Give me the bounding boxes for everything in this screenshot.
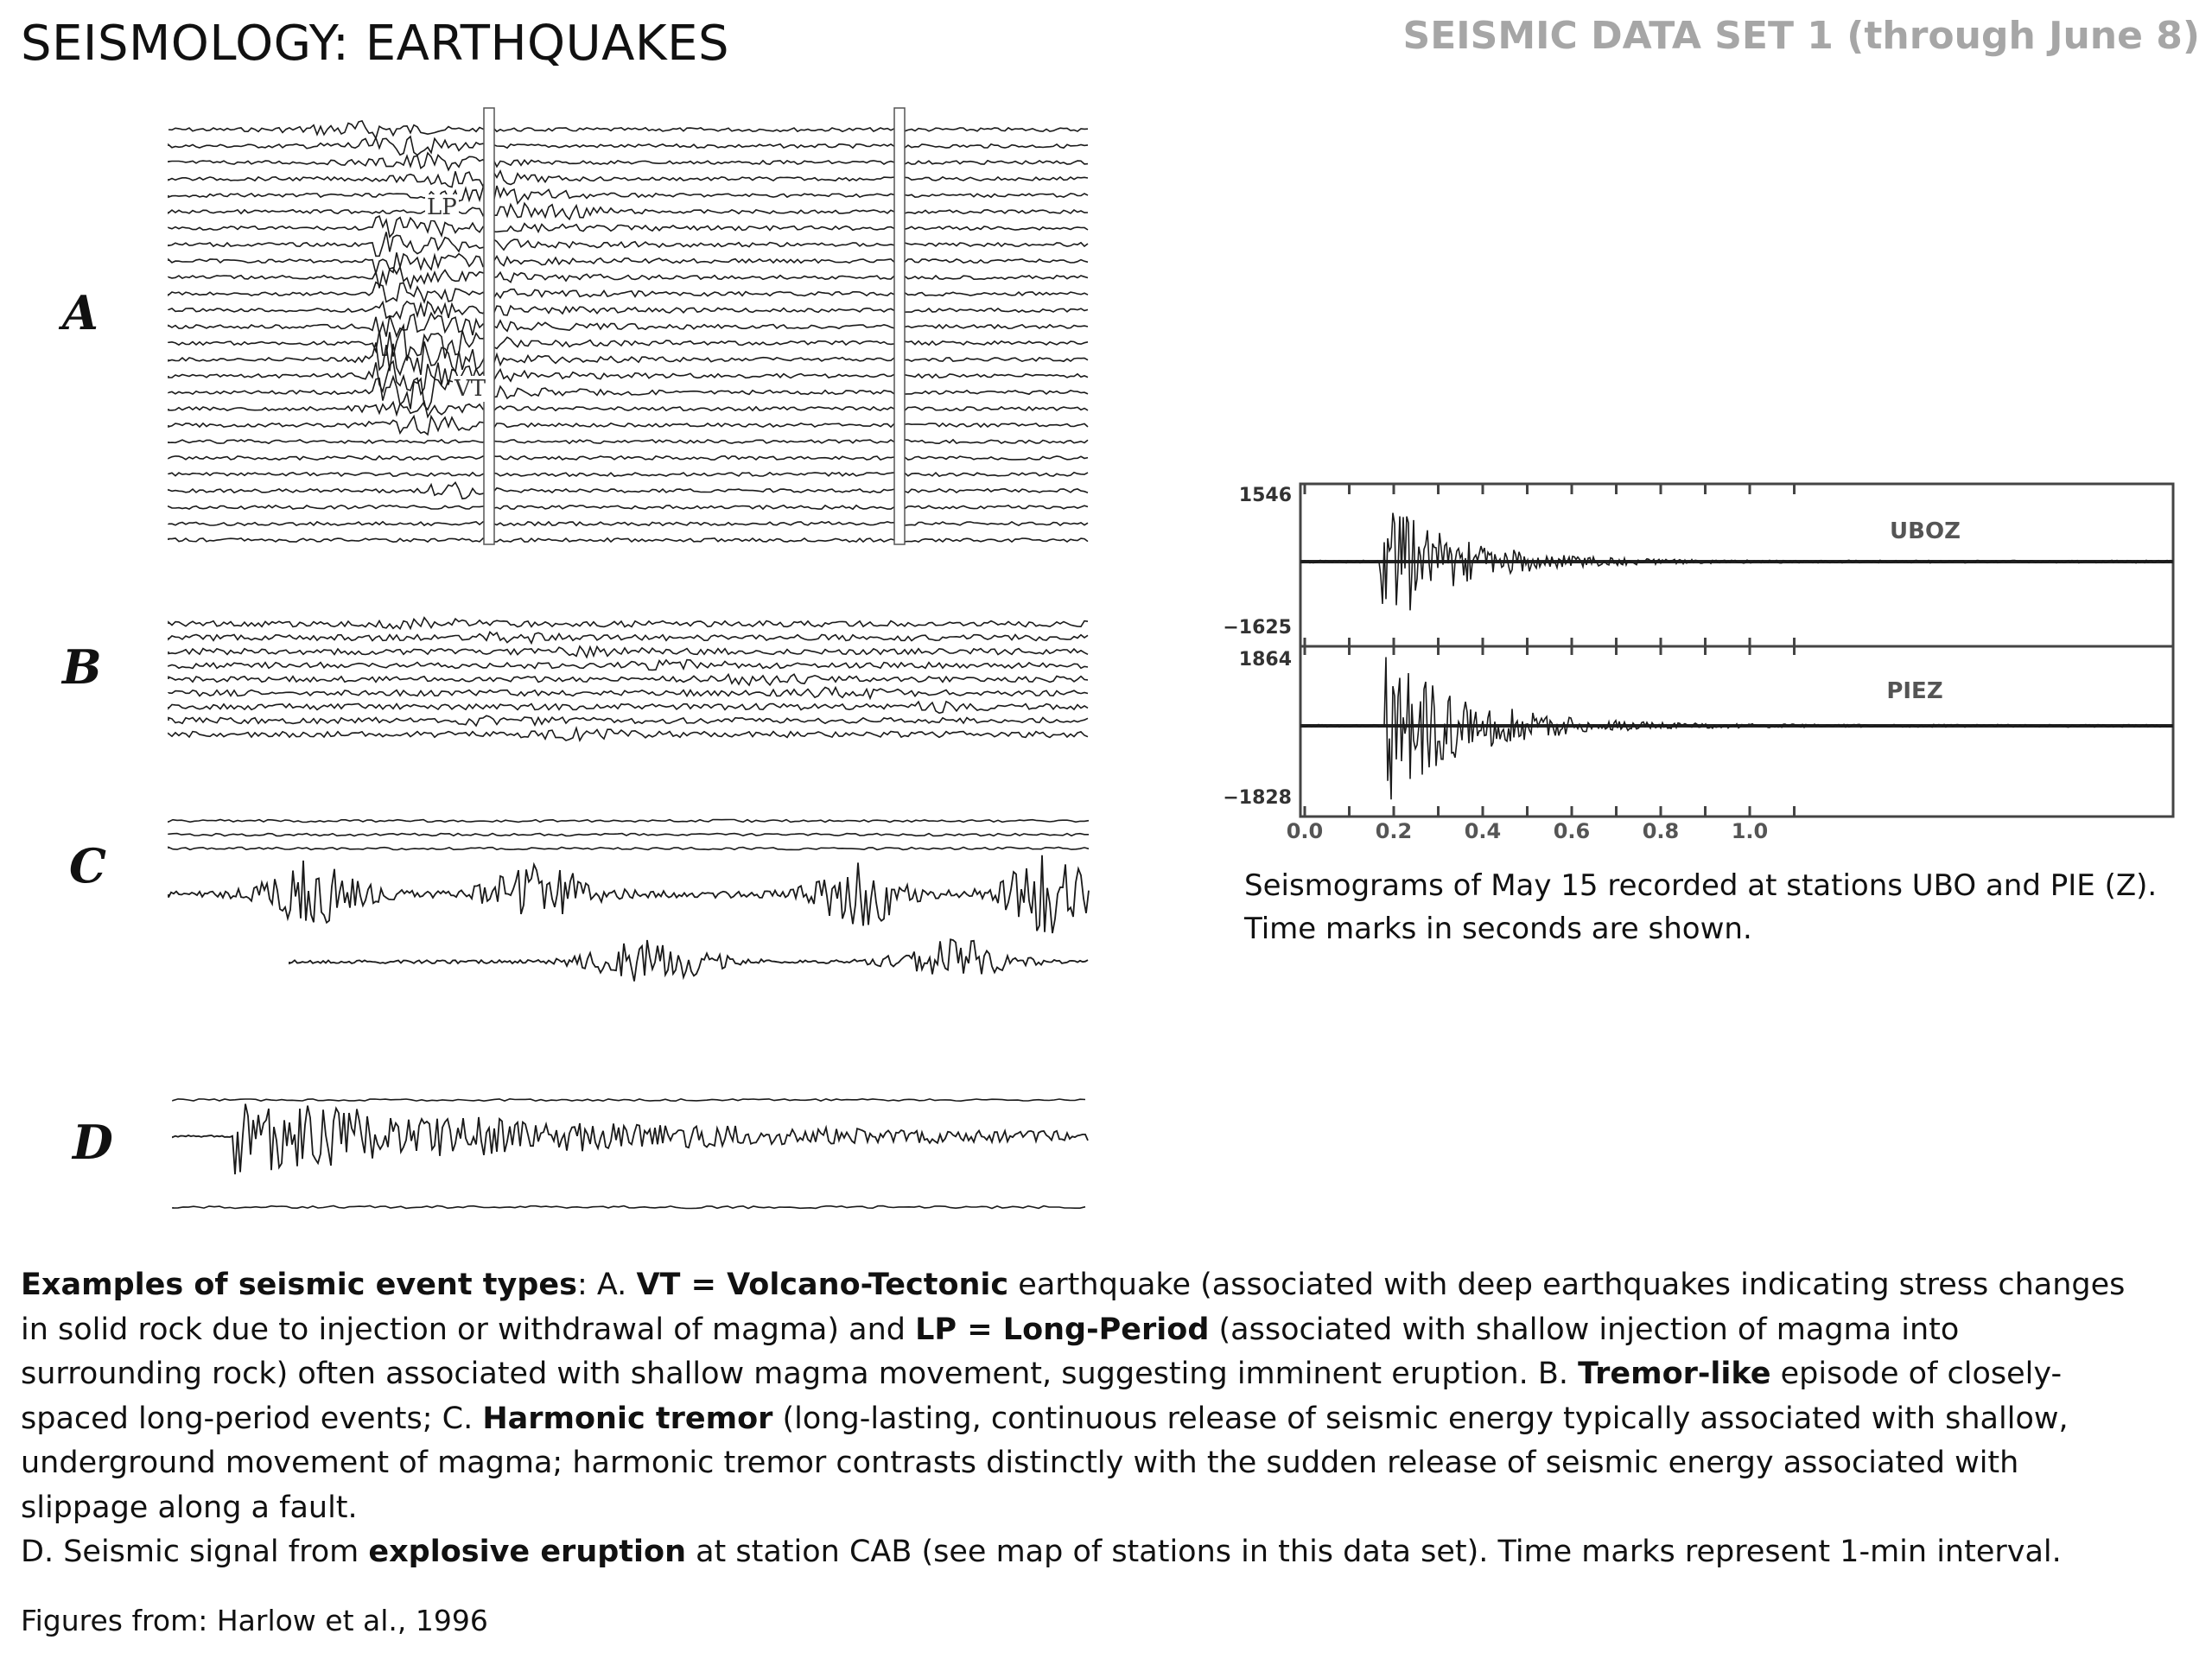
panel-c-trace xyxy=(289,939,1088,981)
station-uboz-label: UBOZ xyxy=(1890,518,1961,544)
panel-a-trace xyxy=(168,137,1088,156)
panel-b-trace xyxy=(168,632,1088,643)
x-tick-label: 0.6 xyxy=(1553,819,1591,843)
panel-a-trace xyxy=(168,302,1088,319)
uboz-ymax: 1546 xyxy=(1238,485,1292,506)
piez-ymax: 1864 xyxy=(1238,649,1292,671)
figure-caption xyxy=(21,1263,2129,1575)
panel-c-label: C xyxy=(69,838,106,893)
panel-a-trace xyxy=(168,522,1088,525)
panel-c-trace xyxy=(168,848,1089,850)
x-tick-label: 0.2 xyxy=(1375,819,1413,843)
panel-a-trace xyxy=(168,440,1088,443)
panel-b-seismogram xyxy=(168,615,1093,745)
panel-b-trace xyxy=(168,646,1088,658)
panel-c-trace xyxy=(168,834,1089,836)
piez-ymin: −1828 xyxy=(1223,787,1292,809)
panel-a-trace xyxy=(168,473,1088,476)
panel-a-trace xyxy=(168,267,1088,288)
panel-b-trace xyxy=(168,702,1088,713)
panel-b-trace xyxy=(168,618,1088,629)
panel-d-trace xyxy=(173,1104,1088,1175)
uboz-ymin: −1625 xyxy=(1223,617,1292,639)
seismogram-caption xyxy=(1244,864,2177,950)
page-title: SEISMOLOGY: EARTHQUAKES xyxy=(21,16,730,72)
seismogram-caption-line2: Time marks in seconds are shown. xyxy=(1244,912,1752,946)
panel-a-trace xyxy=(168,313,1088,336)
caption-paragraph-2: D. Seismic signal from explosive eruption at station CAB (see map of stations in this data set). Time marks represent 1-min interval. xyxy=(21,1535,2062,1569)
panel-a-trace xyxy=(168,361,1088,394)
panel-d-seismogram xyxy=(168,1084,1093,1240)
panel-c-seismogram xyxy=(168,808,1093,1015)
panel-a-trace xyxy=(168,538,1088,542)
panel-a-seismogram xyxy=(168,104,1093,553)
panel-c-trace xyxy=(168,855,1089,933)
panel-a-time-mark xyxy=(484,108,494,544)
panel-a-trace xyxy=(168,216,1088,237)
panel-a-label: A xyxy=(62,285,99,340)
x-tick-label: 0.0 xyxy=(1286,819,1324,843)
lp-label: LP xyxy=(427,194,457,220)
panel-a-trace xyxy=(168,121,1088,138)
panel-d-trace xyxy=(173,1206,1085,1209)
panel-b-trace xyxy=(168,660,1088,671)
x-tick-label: 0.4 xyxy=(1464,819,1502,843)
panel-a-trace xyxy=(168,153,1088,170)
panel-a-trace xyxy=(168,377,1088,410)
panel-a-trace xyxy=(168,341,1088,375)
panel-a-trace xyxy=(168,402,1088,417)
panel-a-trace xyxy=(168,232,1088,257)
panel-a-trace xyxy=(168,482,1088,499)
panel-b-label: B xyxy=(62,639,102,695)
x-tick-label: 0.8 xyxy=(1642,819,1680,843)
panel-a-trace xyxy=(168,283,1088,302)
panel-c-trace xyxy=(168,820,1089,823)
panel-a-trace xyxy=(168,326,1088,361)
panel-b-trace xyxy=(168,728,1088,741)
panel-a-trace xyxy=(168,416,1088,435)
panel-a-trace xyxy=(168,203,1088,219)
panel-b-trace xyxy=(168,715,1088,726)
x-tick-label: 1.0 xyxy=(1731,819,1769,843)
data-set-subtitle: SEISMIC DATA SET 1 (through June 8) xyxy=(1402,14,2200,58)
panel-a-trace xyxy=(168,505,1088,509)
panel-d-trace xyxy=(173,1099,1085,1101)
seismogram-caption-line1: Seismograms of May 15 recorded at stations UBO and PIE (Z). xyxy=(1244,868,2158,903)
panel-a-time-mark xyxy=(894,108,905,544)
station-seismogram-chart xyxy=(1218,475,2186,847)
panel-a-trace xyxy=(168,456,1088,460)
panel-b-trace xyxy=(168,674,1088,685)
panel-a-trace xyxy=(168,186,1088,203)
panel-d-label: D xyxy=(73,1115,113,1170)
panel-b-trace xyxy=(168,688,1088,699)
station-piez-label: PIEZ xyxy=(1886,678,1943,704)
vt-label: VT xyxy=(454,376,486,402)
panel-a-trace xyxy=(168,171,1088,188)
panel-a-trace xyxy=(168,252,1088,273)
figure-credit: Figures from: Harlow et al., 1996 xyxy=(21,1604,488,1637)
caption-paragraph-1: Examples of seismic event types: A. VT = Volcano-Tectonic earthquake (associated with deep earthquakes indicating stress changes in solid rock due to injection or withdrawal of magma) and LP = Long-Period (associated with shallow injection of magma into surrounding rock) often associated with shallow magma movement, suggesting imminent eruption. B. Tremor-like episode of closely-spaced long-period events; C. Harmonic tremor (long-lasting, continuous release of seismic energy typically associated with shallow, underground movement of magma; harmonic tremor contrasts distinctly with the sudden release of seismic energy associated with slippage along a fault. xyxy=(21,1268,2126,1525)
